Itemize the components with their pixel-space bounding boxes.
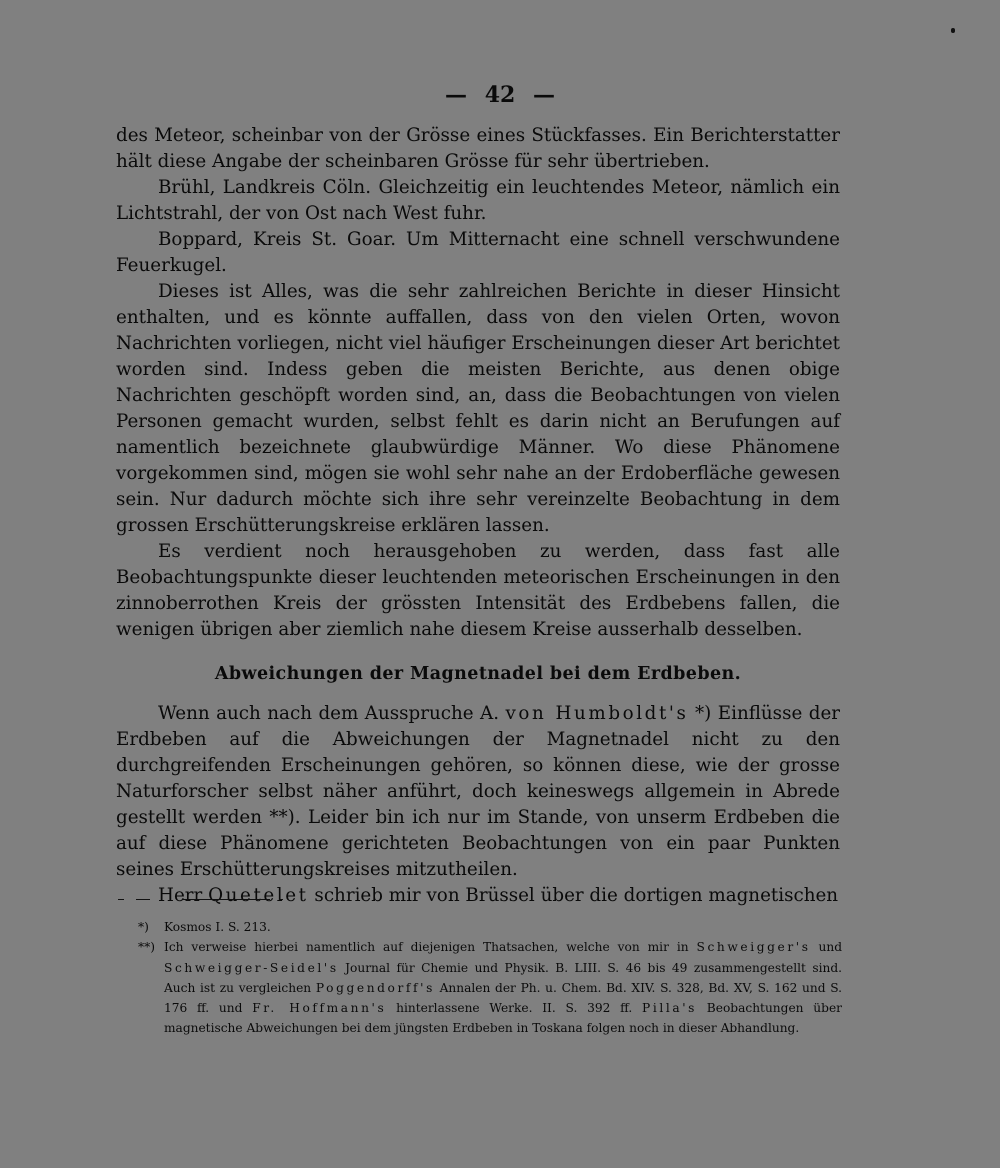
main-text bbox=[116, 123, 840, 909]
text-run: Annalen der Ph. u. Chem. Bd. XIV. S. 328, Bd. XV, S. 162 und S. 176 ff. und bbox=[164, 980, 842, 1016]
person-name: Poggendorff's bbox=[315, 980, 435, 995]
text-run: Wenn auch nach dem Ausspruche A. bbox=[158, 703, 506, 724]
paragraph: Boppard, Kreis St. Goar. Um Mitternacht eine schnell verschwundene Feuerkugel. bbox=[116, 229, 840, 276]
footnote-rule bbox=[118, 892, 283, 906]
header-dash-right: — bbox=[532, 82, 555, 108]
page-number: 42 bbox=[484, 82, 516, 108]
section-heading: Abweichungen der Magnetnadel bei dem Erdbeben. bbox=[214, 664, 742, 684]
paragraph bbox=[116, 701, 840, 883]
person-name: Pilla's bbox=[642, 1001, 698, 1016]
paragraph: Dieses ist Alles, was die sehr zahlreichen Berichte in dieser Hinsicht enthalten, und es könnte auffallen, dass von den vielen Orten, wovon Nachrichten vorliegen, nicht viel häufiger Erscheinungen dieser Art berichtet worden sind. Indess geben die meisten Berichte, aus denen obige Nachrichten geschöpft worden sind, an, dass die Beobachtungen von vielen Personen gemacht wurden, selbst fehlt es darin nicht an Berufungen auf namentlich bezeichnete glaubwürdige Männer. Wo diese Phänomene vorgekommen sind, mögen sie wohl sehr nahe an der Erdoberfläche gewesen sein. Nur dadurch möchte sich ihre sehr vereinzelte Beobachtung in dem grossen Erschütterungskreise erklären lassen. bbox=[116, 281, 840, 536]
footnotes bbox=[138, 917, 842, 1039]
page-header bbox=[0, 82, 1000, 108]
text-run: und bbox=[810, 940, 843, 955]
text-run: schrieb mir von Brüssel über die dortigen magnetischen bbox=[308, 885, 839, 906]
footnote-text bbox=[164, 937, 842, 1038]
person-name: von Humboldt's bbox=[505, 703, 689, 724]
footnote bbox=[138, 937, 842, 1038]
text-run: Beobachtungen über magnetische Abweichungen bei dem jüngsten Erdbeben in Toskana folgen noch in dieser Abhandlung. bbox=[164, 1001, 842, 1036]
text-run: Journal für Chemie und Physik. B. LIII. S. 46 bis 49 zusammengestellt sind. Auch ist zu vergleichen bbox=[164, 960, 842, 995]
header-dash-left: — bbox=[445, 82, 468, 108]
stray-ink-mark bbox=[951, 28, 955, 33]
paragraph: Es verdient noch herausgehoben zu werden, dass fast alle Beobachtungspunkte dieser leuchtenden meteorischen Erscheinungen in den zinnoberrothen Kreis der grössten Intensität des Erdbebens fallen, die wenigen übrigen aber ziemlich nahe diesem Kreise ausserhalb desselben. bbox=[116, 541, 840, 640]
text-run: Ich verweise hierbei namentlich auf diejenigen Thatsachen, welche von mir in bbox=[164, 940, 697, 955]
paragraph: des Meteor, scheinbar von der Grösse eines Stückfasses. Ein Berichterstatter hält diese Angabe der scheinbaren Grösse für sehr übertrieben. bbox=[116, 125, 840, 172]
person-name: Quetelet bbox=[208, 885, 309, 906]
footnote bbox=[138, 917, 842, 937]
person-name: Schweigger-Seidel's bbox=[164, 960, 339, 975]
text-run: hinterlassene Werke. II. S. 392 ff. bbox=[386, 1001, 643, 1016]
paragraph: Brühl, Landkreis Cöln. Gleichzeitig ein leuchtendes Meteor, nämlich ein Lichtstrahl, der von Ost nach West fuhr. bbox=[116, 177, 840, 224]
person-name: Schweigger's bbox=[696, 940, 811, 955]
text-run: *) Einflüsse der Erdbeben auf die Abweichungen der Magnetnadel nicht zu den durchgreifenden Erscheinungen gehören, so können diese, wie der grosse Naturforscher selbst näher anführt, doch keineswegs allgemein in Abrede gestellt werden **). Leider bin ich nur im Stande, von unserm Erdbeben die auf diese Phänomene gerichteten Beobachtungen von ein paar Punkten seines Erschütterungskreises mitzutheilen. bbox=[116, 703, 840, 880]
person-name: Fr. Hoffmann's bbox=[252, 1001, 387, 1016]
text-run: Herr bbox=[158, 885, 209, 906]
footnote-mark: **) bbox=[138, 940, 155, 955]
footnote-mark: *) bbox=[138, 920, 149, 934]
footnote-text: Kosmos I. S. 213. bbox=[164, 920, 271, 934]
